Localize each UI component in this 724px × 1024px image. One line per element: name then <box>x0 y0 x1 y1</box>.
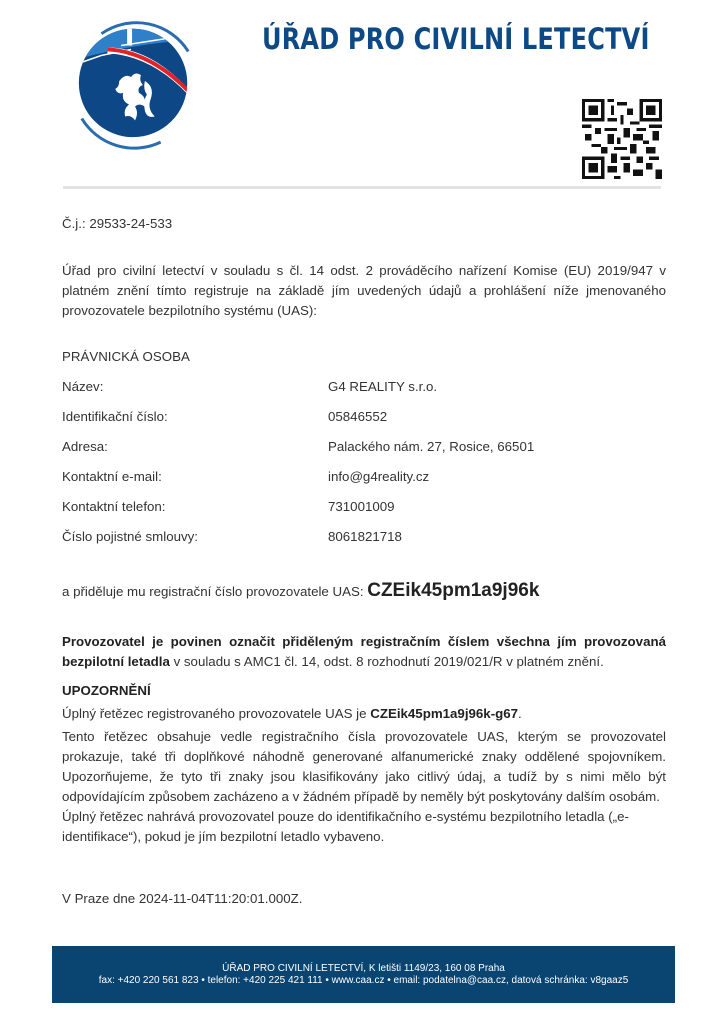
upload-paragraph: Úplný řetězec nahrává provozovatel pouze do identifikačního e-systému bezpilotního letadla („e-identifikace“), pokud je jím bezpilotní letadlo vybaveno. <box>62 809 629 844</box>
warning-paragraph: Tento řetězec obsahuje vedle registračního čísla provozovatele UAS, kterým se provozovatel prokazuje, také tři doplňkové náhodně generované alfanumerické znaky oddělené spojovníkem. Upozorňujeme, že tyto tři znaky jsou klasifikovány jako citlivý údaj, a tudíž by s nimi mělo být odpovídajícím způsobem zacházeno a v žádném případě by neměly být poskytovány dalším osobám. <box>62 729 666 804</box>
assignment-text: a přiděluje mu registrační číslo provozovatele UAS: <box>62 584 368 599</box>
qr-code <box>582 99 662 179</box>
reference-number: Č.j.: 29533-24-533 <box>62 216 173 231</box>
obligation-rest: v souladu s AMC1 čl. 14, odst. 8 rozhodnutí 2019/021/R v platném znění. <box>169 654 604 669</box>
footer-contacts: fax: +420 220 561 823 • telefon: +420 225 421 111 • www.caa.cz • email: podatelna@caa.cz, datová schránka: v8gaaz5 <box>98 975 629 986</box>
field-value: info@g4reality.cz <box>328 469 430 484</box>
field-value: 8061821718 <box>328 529 402 544</box>
assignment-line <box>62 581 539 602</box>
header-divider <box>63 186 661 189</box>
field-label: Kontaktní e-mail: <box>62 469 162 484</box>
field-value: 05846552 <box>328 409 388 424</box>
intro-paragraph: Úřad pro civilní letectví v souladu s čl. 14 odst. 2 prováděcího nařízení Komise (EU) 2019/947 v platném znění tímto registruje na základě jím uvedených údajů a prohlášení níže jmenovaného provozovatele bezpilotního systému (UAS): <box>62 263 666 318</box>
field-label: Kontaktní telefon: <box>62 499 166 514</box>
warning-title-text: UPOZORNĚNÍ <box>62 683 151 698</box>
full-string-prefix: Úplný řetězec registrovaného provozovatele UAS je <box>62 706 371 721</box>
field-label: Číslo pojistné smlouvy: <box>62 529 198 544</box>
section-title: PRÁVNICKÁ OSOBA <box>62 349 190 364</box>
full-string-line <box>62 704 522 724</box>
field-row-email <box>62 467 662 487</box>
full-string-suffix: . <box>518 706 522 721</box>
field-row-id <box>62 407 662 427</box>
footer <box>52 946 675 1003</box>
footer-address: ÚŘAD PRO CIVILNÍ LETECTVÍ, K letišti 1149/23, 160 08 Praha <box>222 963 505 974</box>
warning-title <box>62 681 151 701</box>
obligation-bold: Provozovatel je povinen označit přiděleným registračním číslem všechna jím provozovaná bezpilotní letadla <box>62 634 666 669</box>
field-row-insurance <box>62 527 662 547</box>
registration-number: CZEik45pm1a9j96k <box>367 580 540 601</box>
caa-logo <box>62 12 210 150</box>
field-value: G4 REALITY s.r.o. <box>328 379 438 394</box>
obligation-paragraph <box>62 632 666 672</box>
field-label: Identifikační číslo: <box>62 409 168 424</box>
full-string: CZEik45pm1a9j96k-g67 <box>370 706 519 721</box>
field-row-name <box>62 377 662 397</box>
field-value: Palackého nám. 27, Rosice, 66501 <box>328 439 535 454</box>
field-row-address <box>62 437 662 457</box>
header-title: ÚŘAD PRO CIVILNÍ LETECTVÍ <box>262 22 650 56</box>
field-label: Adresa: <box>62 439 108 454</box>
field-value: 731001009 <box>328 499 395 514</box>
field-row-phone <box>62 497 662 517</box>
signature-line: V Praze dne 2024-11-04T11:20:01.000Z. <box>62 891 303 906</box>
field-label: Název: <box>62 379 104 394</box>
